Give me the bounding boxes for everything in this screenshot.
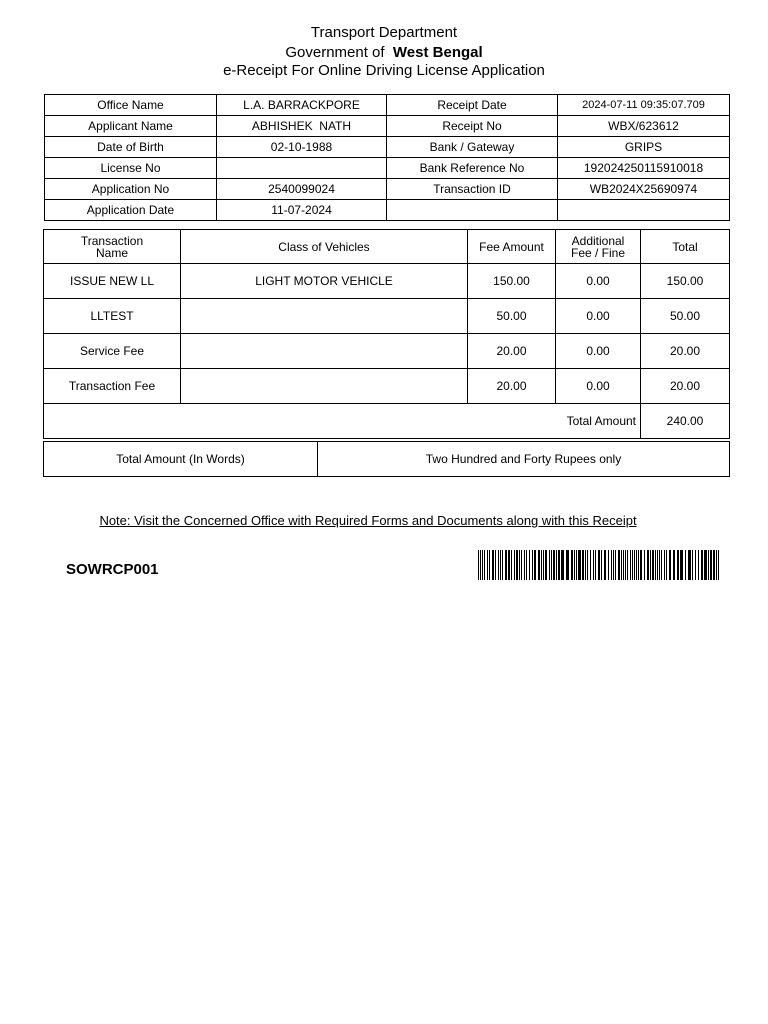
info-label: Application No <box>45 179 217 200</box>
form-code: SOWRCP001 <box>66 561 159 578</box>
info-value: GRIPS <box>558 137 730 158</box>
fee-amount: 20.00 <box>468 334 556 369</box>
fee-details-table <box>43 229 730 439</box>
receipt-title: e-Receipt For Online Driving License Application <box>223 62 545 79</box>
transaction-name: Transaction Fee <box>44 369 181 404</box>
info-value: 11-07-2024 <box>217 200 387 221</box>
applicant-info-table <box>44 94 730 221</box>
barcode-image <box>478 550 722 580</box>
column-header: Total <box>641 230 730 264</box>
total-row <box>44 404 730 439</box>
receipt-note: Note: Visit the Concerned Office with Required Forms and Documents along with this Receipt <box>99 513 637 528</box>
transaction-name: ISSUE NEW LL <box>44 264 181 299</box>
info-label: Office Name <box>45 95 217 116</box>
info-value: WBX/623612 <box>558 116 730 137</box>
table-row <box>45 200 730 221</box>
row-total: 20.00 <box>641 369 730 404</box>
table-row <box>45 179 730 200</box>
words-label: Total Amount (In Words) <box>44 442 318 477</box>
additional-fee: 0.00 <box>556 334 641 369</box>
info-value <box>217 158 387 179</box>
info-value: 2540099024 <box>217 179 387 200</box>
vehicle-class <box>181 334 468 369</box>
table-row <box>45 116 730 137</box>
info-value: 192024250115910018 <box>558 158 730 179</box>
column-header: Fee Amount <box>468 230 556 264</box>
fee-amount: 150.00 <box>468 264 556 299</box>
total-amount-label: Total Amount <box>44 404 641 439</box>
state-name: West Bengal <box>392 44 483 61</box>
fee-amount: 50.00 <box>468 299 556 334</box>
info-value: WB2024X25690974 <box>558 179 730 200</box>
department-title: Transport Department <box>310 24 458 41</box>
table-row <box>44 442 730 477</box>
row-total: 150.00 <box>641 264 730 299</box>
row-total: 20.00 <box>641 334 730 369</box>
vehicle-class: LIGHT MOTOR VEHICLE <box>181 264 468 299</box>
table-row <box>44 264 730 299</box>
additional-fee: 0.00 <box>556 299 641 334</box>
total-amount-value: 240.00 <box>641 404 730 439</box>
info-label: Transaction ID <box>387 179 558 200</box>
transaction-name: LLTEST <box>44 299 181 334</box>
info-value: L.A. BARRACKPORE <box>217 95 387 116</box>
info-label <box>387 200 558 221</box>
words-value: Two Hundred and Forty Rupees only <box>318 442 730 477</box>
info-label: Bank Reference No <box>387 158 558 179</box>
column-header: Transaction Name <box>44 230 181 264</box>
government-title <box>0 44 768 61</box>
info-value: 2024-07-11 09:35:07.709 <box>558 95 730 116</box>
table-row <box>44 299 730 334</box>
info-value: ABHISHEK NATH <box>217 116 387 137</box>
column-header: Additional Fee / Fine <box>556 230 641 264</box>
info-label: Date of Birth <box>45 137 217 158</box>
row-total: 50.00 <box>641 299 730 334</box>
additional-fee: 0.00 <box>556 264 641 299</box>
fee-amount: 20.00 <box>468 369 556 404</box>
table-row <box>45 158 730 179</box>
info-label: Applicant Name <box>45 116 217 137</box>
info-value: 02-10-1988 <box>217 137 387 158</box>
info-label: Application Date <box>45 200 217 221</box>
additional-fee: 0.00 <box>556 369 641 404</box>
table-row <box>45 137 730 158</box>
government-prefix: Government of <box>285 44 385 61</box>
vehicle-class <box>181 299 468 334</box>
table-row <box>44 334 730 369</box>
transaction-name: Service Fee <box>44 334 181 369</box>
info-label: Receipt Date <box>387 95 558 116</box>
table-row <box>44 369 730 404</box>
info-label: Receipt No <box>387 116 558 137</box>
table-header-row <box>44 230 730 264</box>
column-header: Class of Vehicles <box>181 230 468 264</box>
info-label: Bank / Gateway <box>387 137 558 158</box>
vehicle-class <box>181 369 468 404</box>
info-value <box>558 200 730 221</box>
table-row <box>45 95 730 116</box>
amount-in-words-table <box>43 441 730 477</box>
info-label: License No <box>45 158 217 179</box>
